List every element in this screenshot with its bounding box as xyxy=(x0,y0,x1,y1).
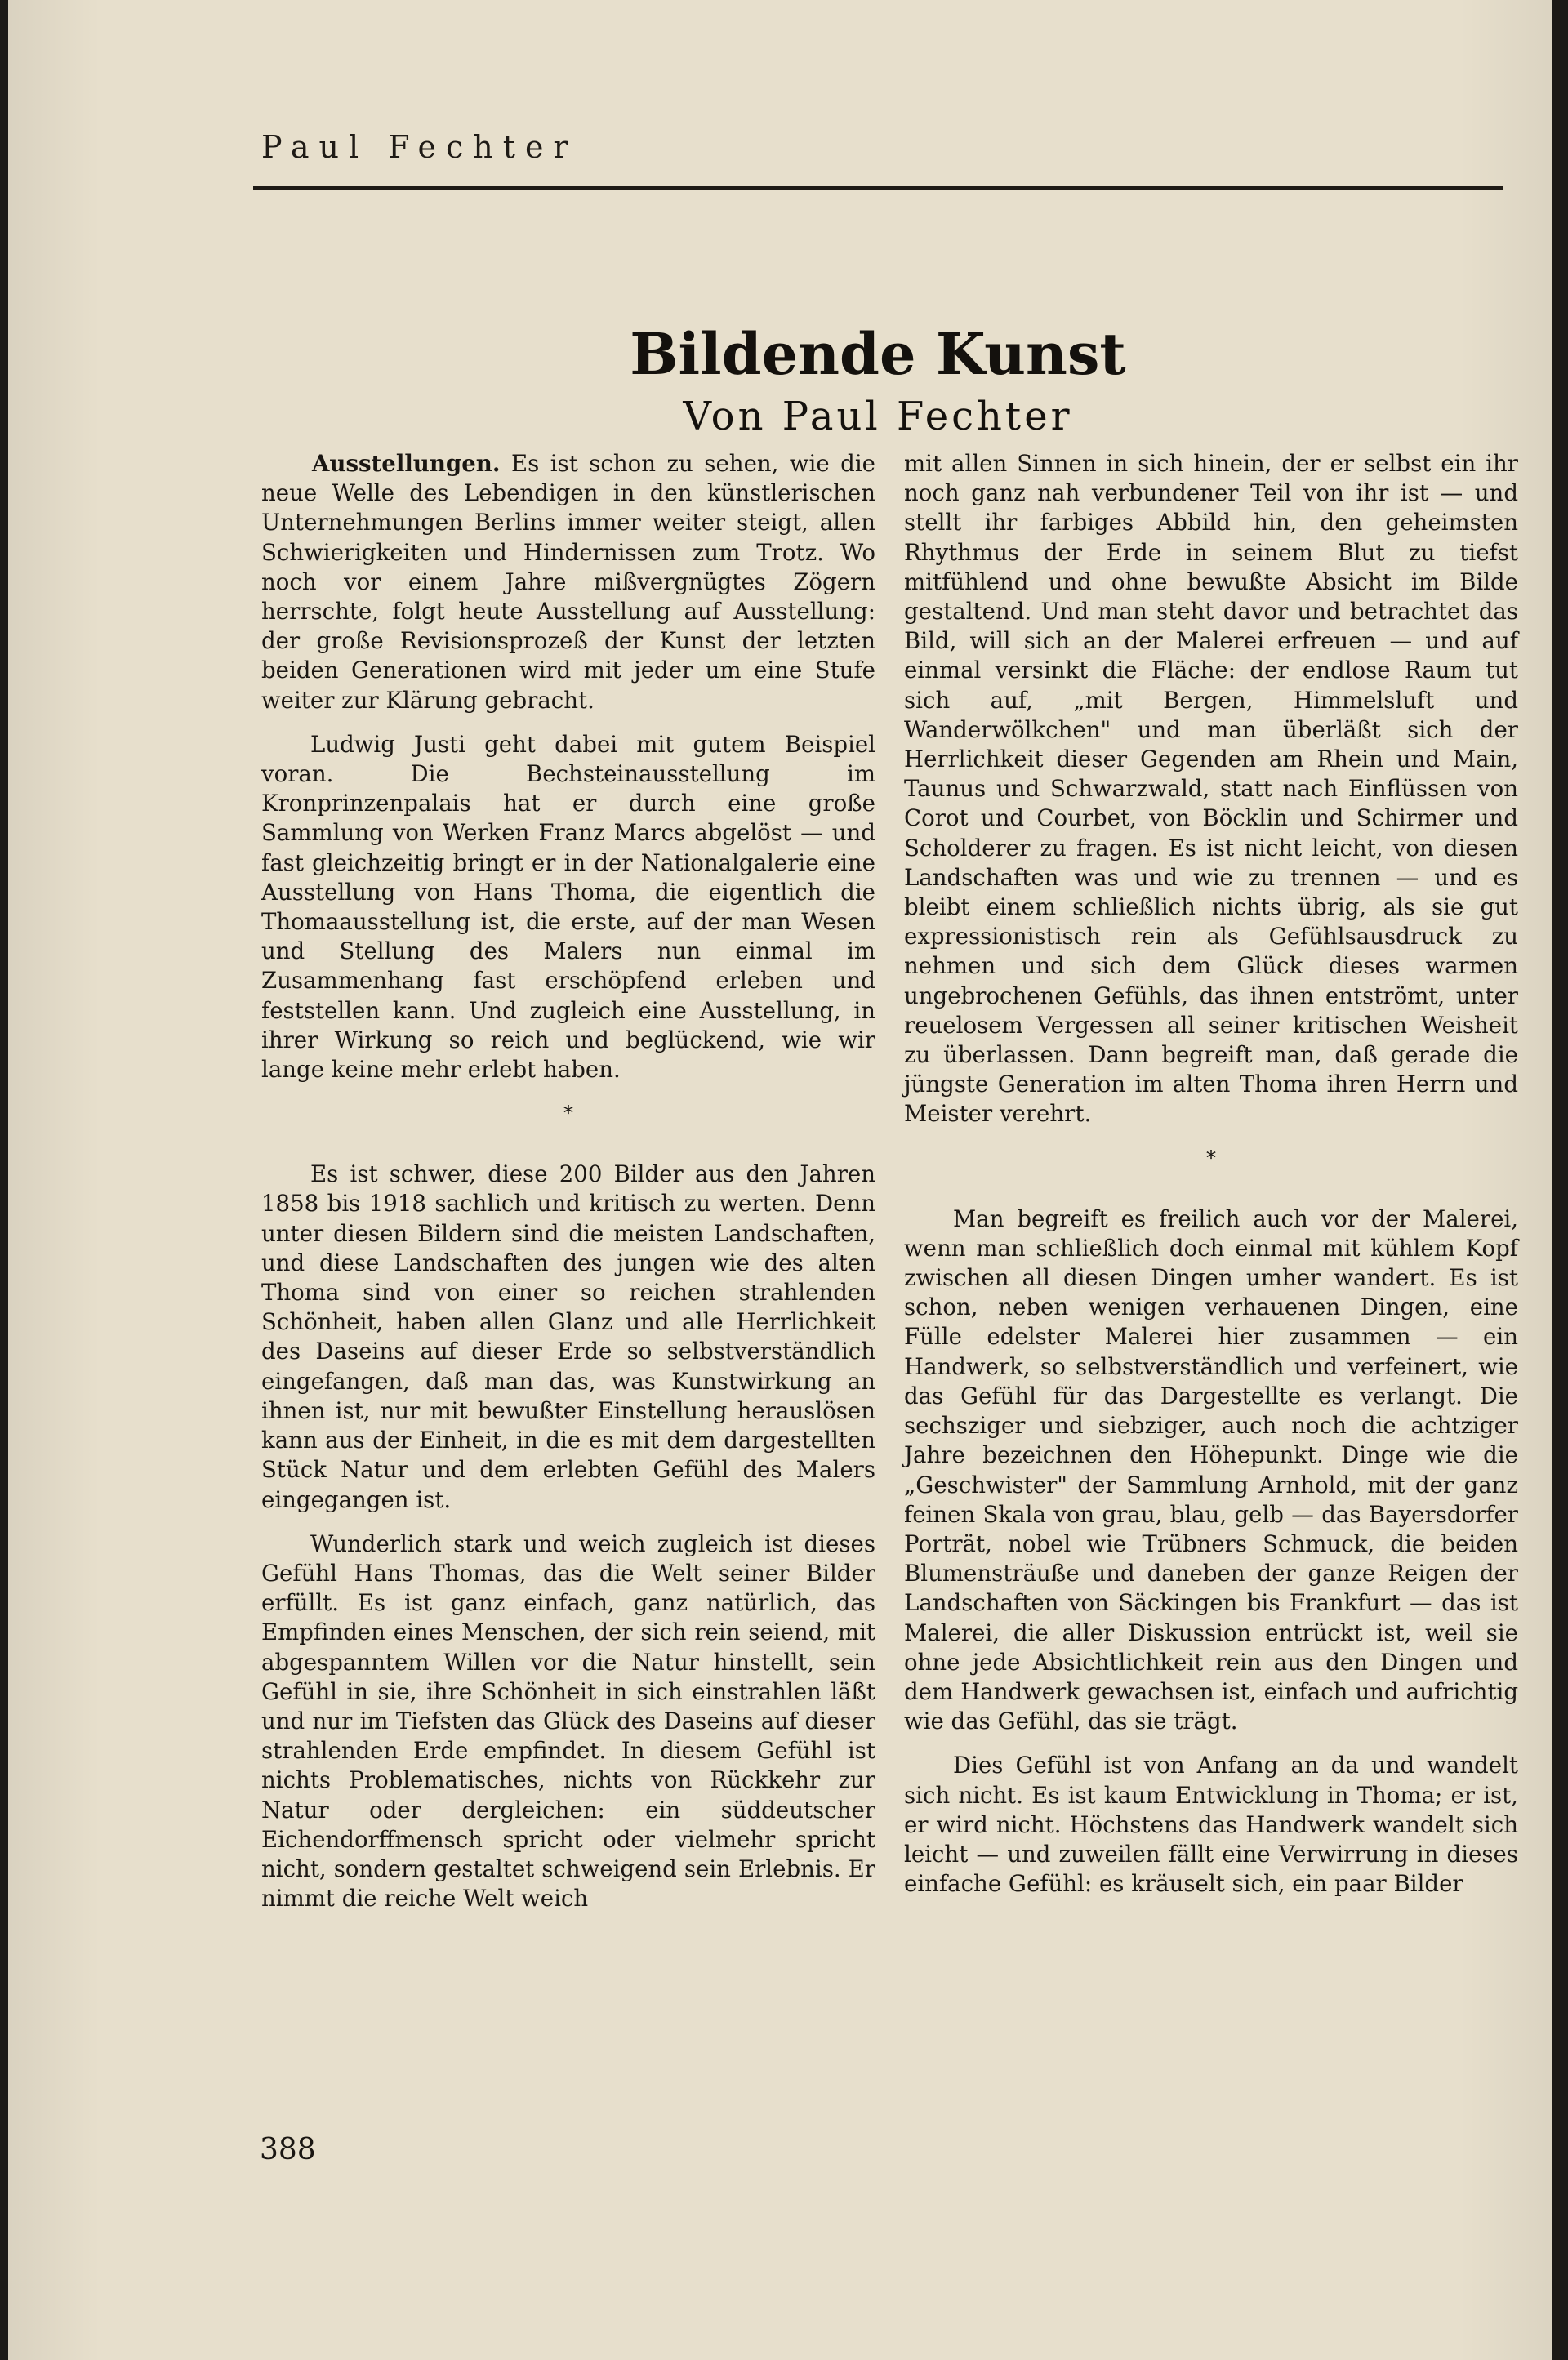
paragraph-continued: mit allen Sinnen in sich hinein, der er selbst ein ihr noch ganz nah verbundener Teil von ihr ist — und stellt ihr farbiges Abbild hin, den geheimsten Rhythmus der Erde in seinem Blut zu tiefst mitfühlend und ohne bewußte Absicht im Bilde gestaltend. Und man steht davor und betrachtet das Bild, will sich an der Malerei erfreuen — und auf einmal versinkt die Fläche: der endlose Raum tut sich auf, „mit Bergen, Himmelsluft und Wanderwölkchen" und man überläßt sich der Herrlichkeit dieser Gegenden am Rhein und Main, Taunus und Schwarzwald, statt nach Einflüssen von Corot und Courbet, von Böcklin und Schirmer und Scholderer zu fragen. Es ist nicht leicht, von diesen Landschaften was und wie zu trennen — und es bleibt einem schließlich nichts übrig, als sie gut expressionistisch rein als Gefühlsausdruck zu nehmen und sich dem Glück dieses warmen ungebrochenen Gefühls, das ihnen entströmt, unter reuelosem Vergessen all seiner kritischen Weisheit zu überlassen. Dann begreift man, daß gerade die jüngste Generation im alten Thoma ihren Herrn und Meister verehrt. xyxy=(904,450,1518,1128)
running-head: Paul Fechter xyxy=(261,129,578,165)
section-lead: Ausstellungen. xyxy=(312,450,501,477)
right-column xyxy=(904,449,1518,1913)
paragraph-text: Es ist schon zu sehen, wie die neue Welle des Lebendigen in den künstlerischen Unternehmungen Berlins immer weiter steigt, allen Schwierigkeiten und Hindernissen zum Trotz. Wo noch vor einem Jahre mißvergnügtes Zögern herrschte, folgt heute Ausstellung auf Ausstellung: der große Revisionsprozeß der Kunst der letzten beiden Generationen wird mit jeder um eine Stufe weiter zur Klärung gebracht. xyxy=(261,450,875,714)
article-byline: Von Paul Fechter xyxy=(683,394,1073,439)
section-separator: * xyxy=(1206,1146,1216,1169)
section-separator: * xyxy=(564,1102,573,1125)
magazine-page xyxy=(8,0,1552,2360)
header-rule xyxy=(253,186,1503,190)
paragraph-justi: Ludwig Justi geht dabei mit gutem Beispiel voran. Die Bechsteinausstellung im Kronprinzenpalais hat er durch eine große Sammlung von Werken Franz Marcs abgelöst — und fast gleichzeitig bringt er in der Nationalgalerie eine Ausstellung von Hans Thoma, die eigentlich die Thomaausstellung ist, die erste, auf der man Wesen und Stellung des Malers nun einmal im Zusammenhang fast erschöpfend erleben und feststellen kann. Und zugleich eine Ausstellung, in ihrer Wirkung so reich und beglückend, wie wir lange keine mehr erlebt haben. xyxy=(261,730,875,1084)
paragraph-ausstellungen xyxy=(261,449,875,715)
left-column xyxy=(261,449,875,1928)
paragraph-gefuehl: Dies Gefühl ist von Anfang an da und wandelt sich nicht. Es ist kaum Entwicklung in Thoma; er ist, er wird nicht. Höchstens das Handwerk wandelt sich leicht — und zuweilen fällt eine Verwirrung in dieses einfache Gefühl: es kräuselt sich, ein paar Bilder xyxy=(904,1752,1518,1898)
paragraph-malerei: Man begreift es freilich auch vor der Malerei, wenn man schließlich doch einmal mit kühlem Kopf zwischen all diesen Dingen umher wandert. Es ist schon, neben wenigen verhauenen Dingen, eine Fülle edelster Malerei hier zusammen — ein Handwerk, so selbstverständlich und verfeinert, wie das Gefühl für das Dargestellte es verlangt. Die sechsziger und siebziger, auch noch die achtziger Jahre bezeichnen den Höhepunkt. Dinge wie die „Geschwister" der Sammlung Arnhold, mit der ganz feinen Skala von grau, blau, gelb — das Bayersdorfer Porträt, nobel wie Trübners Schmuck, die beiden Blumensträuße und daneben der ganze Reigen der Landschaften von Säckingen bis Frankfurt — das ist Malerei, die aller Diskussion entrückt ist, weil sie ohne jede Absichtlichkeit rein aus den Dingen und dem Handwerk gewachsen ist, einfach und aufrichtig wie das Gefühl, das sie trägt. xyxy=(904,1204,1518,1735)
page-number: 388 xyxy=(260,2133,316,2166)
paragraph-wunderlich: Wunderlich stark und weich zugleich ist dieses Gefühl Hans Thomas, das die Welt seiner Bilder erfüllt. Es ist ganz einfach, ganz natürlich, das Empfinden eines Menschen, der sich rein seiend, mit abgespanntem Willen vor die Natur hinstellt, sein Gefühl in sie, ihre Schönheit in sich einstrahlen läßt und nur im Tiefsten das Glück des Daseins auf dieser strahlenden Erde empfindet. In diesem Gefühl ist nichts Problematisches, nichts von Rückkehr zur Natur oder dergleichen: ein süddeutscher Eichendorffmensch spricht oder vielmehr spricht nicht, sondern gestaltet schweigend sein Erlebnis. Er nimmt die reiche Welt weich xyxy=(261,1530,875,1912)
paragraph-200-bilder: Es ist schwer, diese 200 Bilder aus den Jahren 1858 bis 1918 sachlich und kritisch zu werten. Denn unter diesen Bildern sind die meisten Landschaften, und diese Landschaften des jungen wie des alten Thoma sind von einer so reichen strahlenden Schönheit, haben allen Glanz und alle Herrlichkeit des Daseins auf dieser Erde so selbstverständlich eingefangen, daß man das, was Kunstwirkung an ihnen ist, nur mit bewußter Einstellung herauslösen kann aus der Einheit, in die es mit dem dargestellten Stück Natur und dem erlebten Gefühl des Malers eingegangen ist. xyxy=(261,1160,875,1513)
article-title: Bildende Kunst xyxy=(630,320,1126,388)
